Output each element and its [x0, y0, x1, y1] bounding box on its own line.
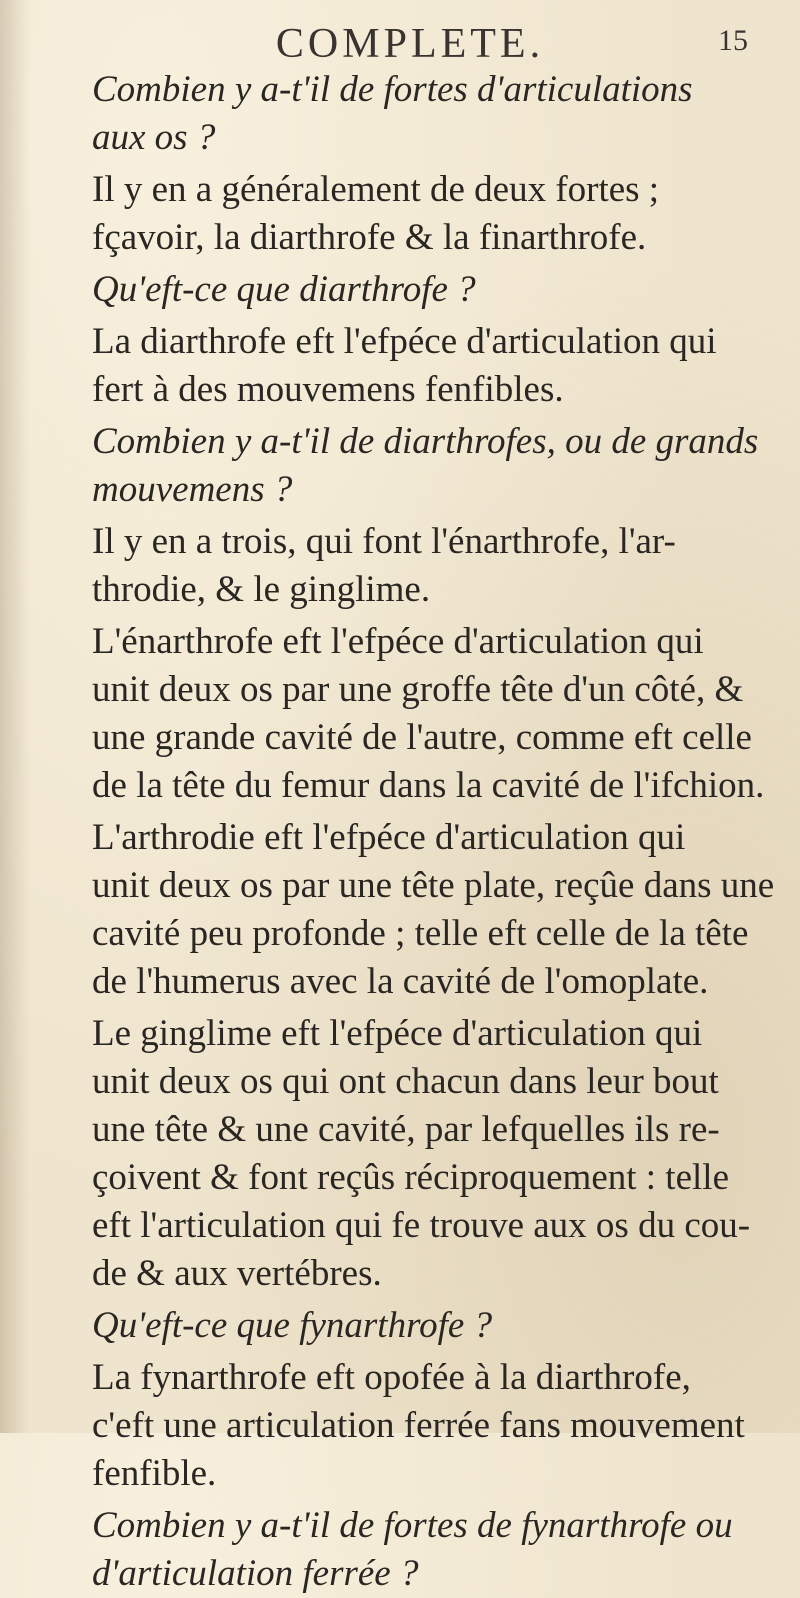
text-line: Le ginglime eft l'efpéce d'articulation qui [92, 1013, 703, 1054]
answer-paragraph [50, 166, 770, 262]
question-paragraph [50, 66, 770, 162]
text-line: fenfible. [92, 1453, 217, 1494]
answer-paragraph [50, 318, 770, 414]
text-line: Combien y a-t'il de fortes de fynarthrofe ou [92, 1505, 733, 1546]
question-paragraph [50, 266, 770, 314]
text-line: de & aux vertébres. [92, 1253, 382, 1294]
text-line: cavité peu profonde ; telle eft celle de la tête [92, 913, 749, 954]
text-line: çoivent & font reçûs réciproquement : telle [92, 1157, 729, 1198]
text-line: eft l'articulation qui fe trouve aux os du cou- [92, 1205, 751, 1246]
text-line: aux os ? [92, 117, 216, 158]
question-paragraph [50, 1302, 770, 1350]
question-paragraph [50, 1502, 770, 1598]
page-number: 15 [718, 24, 748, 57]
text-line: une grande cavité de l'autre, comme eft celle [92, 717, 752, 758]
text-line: Il y en a trois, qui font l'énarthrofe, l'ar- [92, 521, 676, 562]
answer-paragraph [50, 518, 770, 614]
text-line: La diarthrofe eft l'efpéce d'articulation qui [92, 321, 717, 362]
text-line: de l'humerus avec la cavité de l'omoplate. [92, 961, 709, 1002]
text-line: d'articulation ferrée ? [92, 1553, 419, 1594]
answer-paragraph [50, 1010, 770, 1298]
text-line: mouvemens ? [92, 469, 293, 510]
text-line: Il y en a généralement de deux fortes ; [92, 169, 660, 210]
text-line: Qu'eft-ce que fynarthrofe ? [92, 1305, 493, 1346]
text-line: de la tête du femur dans la cavité de l'ifchion. [92, 765, 765, 806]
running-title: COMPLETE. [275, 21, 545, 67]
answer-paragraph [50, 1354, 770, 1498]
text-line: L'arthrodie eft l'efpéce d'articulation qui [92, 817, 686, 858]
text-line: unit deux os par une tête plate, reçûe dans une [92, 865, 775, 906]
text-line: Combien y a-t'il de fortes d'articulations [92, 69, 693, 110]
running-head [50, 10, 770, 66]
text-line: Qu'eft-ce que diarthrofe ? [92, 269, 476, 310]
question-paragraph [50, 418, 770, 514]
text-line: Combien y a-t'il de diarthrofes, ou de grands [92, 421, 759, 462]
answer-paragraph [50, 814, 775, 1006]
text-line: fçavoir, la diarthrofe & la finarthrofe. [92, 217, 647, 258]
text-line: L'énarthrofe eft l'efpéce d'articulation qui [92, 621, 704, 662]
text-line: unit deux os qui ont chacun dans leur bout [92, 1061, 719, 1102]
text-line: La fynarthrofe eft opofée à la diarthrofe, [92, 1357, 691, 1398]
body-text [50, 66, 775, 1598]
text-line: c'eft une articulation ferrée fans mouvement [92, 1405, 745, 1446]
text-line: une tête & une cavité, par lefquelles ils re- [92, 1109, 720, 1150]
text-line: throdie, & le ginglime. [92, 569, 431, 610]
text-line: fert à des mouvemens fenfibles. [92, 369, 564, 410]
text-line: unit deux os par une groffe tête d'un côté, & [92, 669, 744, 710]
answer-paragraph [50, 618, 770, 810]
